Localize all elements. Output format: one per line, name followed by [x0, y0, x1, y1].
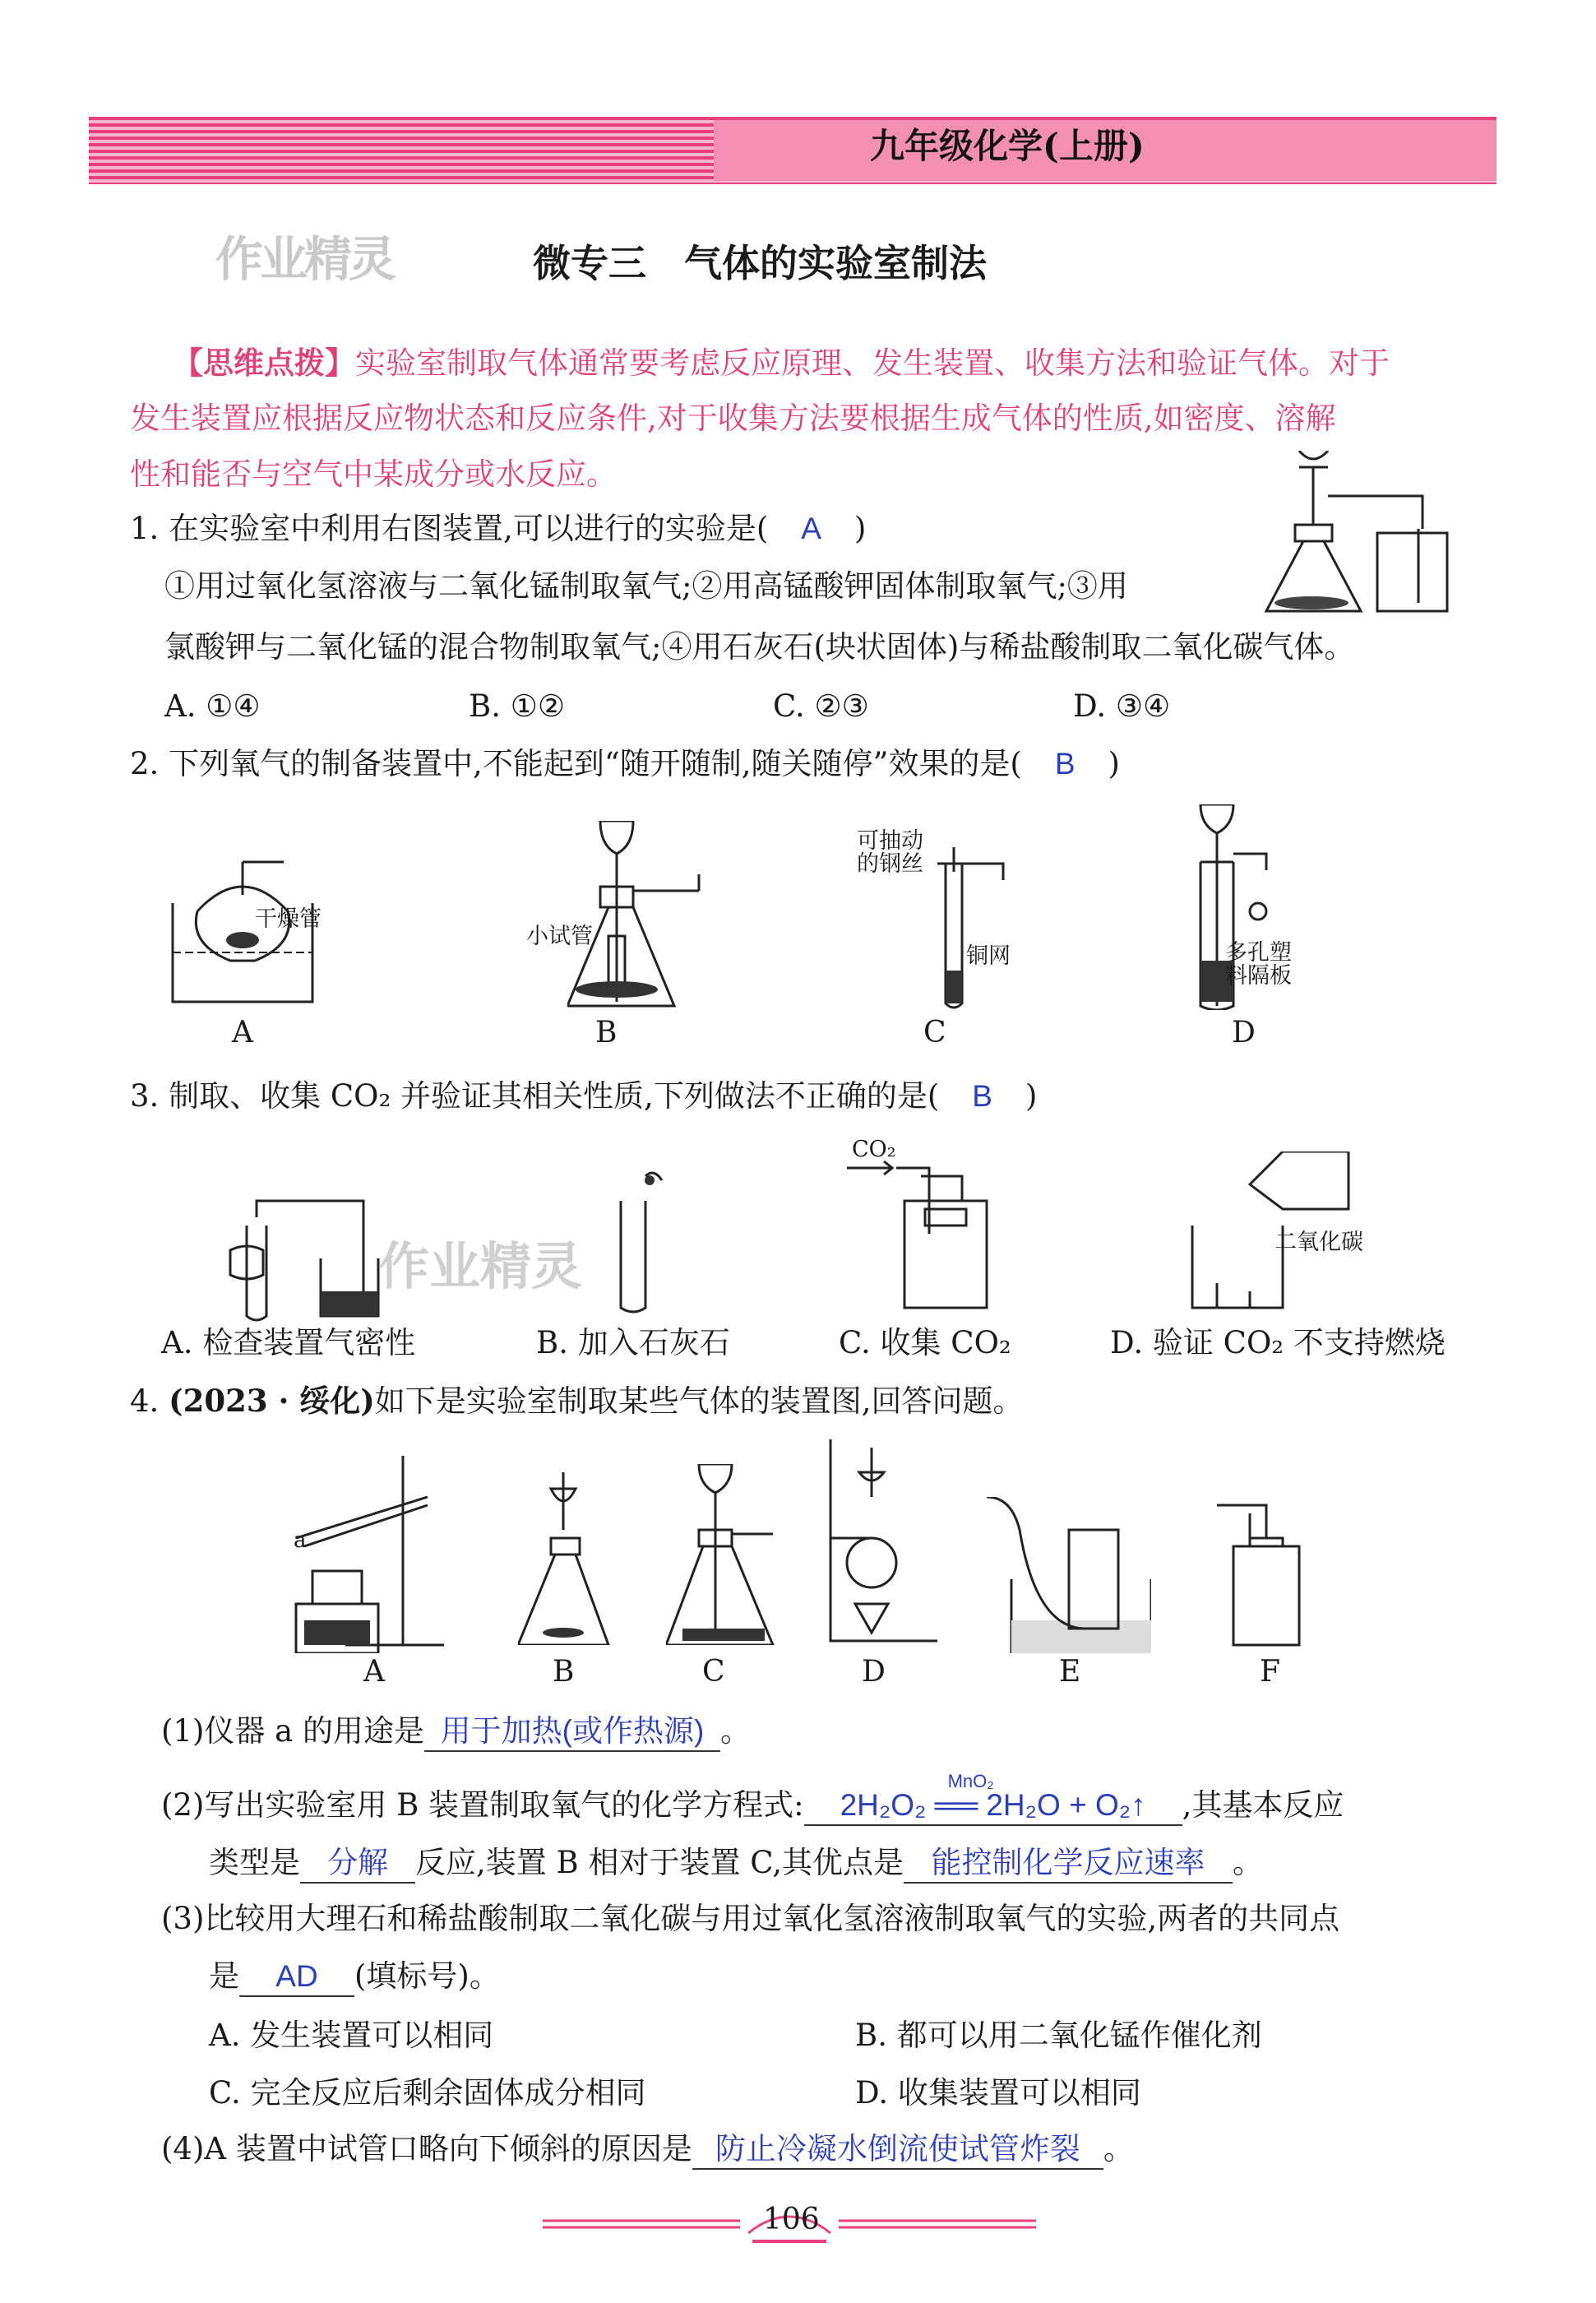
q3-figure-c	[847, 1152, 995, 1316]
q1-answer: A	[801, 512, 821, 545]
q3-figure-b	[604, 1168, 670, 1316]
q4-stem-text: 如下是实验室制取某些气体的装置图,回答问题。	[374, 1383, 1024, 1419]
q4-part-1	[161, 1712, 751, 1752]
q2-label-d: D	[1232, 1016, 1256, 1050]
q4-figure-c	[666, 1464, 781, 1645]
q4-figure-a	[280, 1456, 460, 1653]
q4-p3-line2-b: (填标号)。	[354, 1958, 500, 1994]
q3-answer: B	[972, 1079, 992, 1113]
header-stripes	[89, 117, 1497, 184]
q4-source: (2023 · 绥化)	[169, 1383, 375, 1419]
q4-p1-end: 。	[720, 1713, 751, 1749]
q4-p1-answer: 用于加热(或作热源)	[424, 1712, 720, 1752]
q4-label-f: F	[1260, 1655, 1280, 1689]
q2-label-wire-1: 可抽动	[857, 828, 923, 854]
q3-watermark: 作业精灵	[378, 1239, 583, 1295]
q3-bottle-label: 二氧化碳	[1274, 1230, 1363, 1255]
q4-p2-line2-b: 反应,装置 B 相对于装置 C,其优点是	[415, 1845, 904, 1880]
q2-label-dry-tube: 干燥管	[255, 906, 322, 932]
q2-label-c: C	[923, 1016, 946, 1050]
watermark-logo: 作业精灵	[215, 233, 394, 286]
q2-label-b: B	[595, 1016, 618, 1050]
q2-label-wire-2: 的钢丝	[857, 851, 923, 877]
q4-label-a-small: a	[294, 1528, 307, 1553]
q4-figure-b	[518, 1472, 617, 1645]
tip-line-1	[173, 344, 1390, 382]
q1-line-3: 氯酸钾与二氧化锰的混合物制取氧气;④用石灰石(块状固体)与稀盐酸制取二氧化碳气体。	[164, 629, 1355, 665]
q4-part-3: (3)比较用大理石和稀盐酸制取二氧化碳与用过氧化氢溶液制取氧气的实验,两者的共同点	[161, 1901, 1340, 1936]
q3-option-b: B. 加入石灰石	[536, 1325, 730, 1360]
q3-option-a: A. 检查装置气密性	[161, 1325, 416, 1360]
q2-figure-b	[567, 821, 732, 1010]
q4-label-a: A	[363, 1655, 385, 1689]
q4-p3-option-b: B. 都可以用二氧化锰作催化剂	[855, 2018, 1262, 2053]
q4-p2-text: (2)写出实验室用 B 装置制取氧气的化学方程式:	[161, 1787, 804, 1823]
q2-close: )	[1108, 746, 1120, 781]
q4-p3-option-d: D. 收集装置可以相同	[855, 2075, 1141, 2111]
tip-label: 【思维点拨】	[173, 345, 355, 381]
q1-stem	[130, 510, 866, 548]
q4-part-2-line-2	[209, 1844, 1263, 1884]
q4-p4-end: 。	[1103, 2131, 1134, 2166]
q3-option-d: D. 验证 CO₂ 不支持燃烧	[1110, 1325, 1446, 1360]
page-number: 106	[763, 2203, 820, 2236]
q2-label-plate-2: 料隔板	[1225, 963, 1292, 989]
q4-label-d: D	[862, 1655, 886, 1689]
q4-part-3-line-2	[209, 1958, 500, 1997]
q1-stem-text: 1. 在实验室中利用右图装置,可以进行的实验是(	[130, 511, 769, 546]
q1-line-2: ①用过氧化氢溶液与二氧化锰制取氧气;②用高锰酸钾固体制取氧气;③用	[164, 568, 1128, 604]
q4-p2-answer-type: 分解	[300, 1844, 415, 1884]
q4-p2-line2-a: 类型是	[209, 1845, 300, 1880]
q1-option-a: A. ①④	[164, 688, 261, 724]
q1-option-b: B. ①②	[469, 688, 566, 724]
q4-p3-answer: AD	[239, 1958, 354, 1997]
q2-stem-text: 2. 下列氧气的制备装置中,不能起到“随开随制,随关随停”效果的是(	[130, 746, 1022, 781]
q2-label-copper: 铜网	[966, 943, 1011, 969]
q1-option-c: C. ②③	[773, 688, 869, 724]
tip-text-1: 实验室制取气体通常要考虑反应原理、发生装置、收集方法和验证气体。对于	[355, 345, 1390, 381]
q1-apparatus-figure	[1258, 451, 1464, 623]
q3-figure-a	[222, 1168, 386, 1324]
q1-close: )	[854, 511, 867, 546]
q3-close: )	[1025, 1078, 1038, 1114]
book-title: 九年级化学(上册)	[870, 126, 1145, 166]
q4-p2-equation-text: 2H₂O₂ ══ 2H₂O + O₂↑	[840, 1788, 1146, 1822]
q2-label-a: A	[232, 1016, 253, 1050]
q4-figure-d	[822, 1439, 937, 1645]
q3-stem	[130, 1077, 1037, 1115]
q4-figure-f	[1217, 1497, 1332, 1653]
q2-label-small-tube: 小试管	[526, 924, 593, 949]
q2-stem	[130, 745, 1120, 783]
q2-figure-c	[913, 847, 1011, 1012]
q3-co2-arrow-label: CO₂	[852, 1137, 896, 1162]
q4-part-4	[161, 2130, 1134, 2170]
q4-p2-after: ,其基本反应	[1182, 1787, 1344, 1823]
q4-p3-option-c: C. 完全反应后剩余固体成分相同	[209, 2075, 646, 2111]
q4-p2-catalyst: MnO₂	[947, 1771, 994, 1791]
q4-number: 4.	[130, 1383, 169, 1419]
q4-label-b: B	[553, 1655, 575, 1689]
q4-p2-answer-advantage: 能控制化学反应速率	[904, 1844, 1233, 1884]
q4-p1-text: (1)仪器 a 的用途是	[161, 1713, 424, 1749]
q4-p3-line2-a: 是	[209, 1958, 239, 1994]
q4-p2-end: 。	[1233, 1845, 1263, 1880]
q4-p4-answer: 防止冷凝水倒流使试管炸裂	[692, 2130, 1103, 2170]
q4-figure-e	[987, 1497, 1151, 1653]
tip-line-3: 性和能否与空气中某成分或水反应。	[130, 456, 617, 492]
q4-p2-equation	[804, 1771, 1182, 1826]
q3-option-c: C. 收集 CO₂	[839, 1325, 1011, 1360]
section-title: 微专三 气体的实验室制法	[533, 241, 987, 285]
q3-stem-text: 3. 制取、收集 CO₂ 并验证其相关性质,下列做法不正确的是(	[130, 1078, 940, 1114]
q4-part-2	[161, 1771, 1344, 1826]
tip-line-2: 发生装置应根据反应物状态和反应条件,对于收集方法要根据生成气体的性质,如密度、溶解	[130, 401, 1336, 436]
q1-option-d: D. ③④	[1073, 688, 1171, 724]
q4-p4-text: (4)A 装置中试管口略向下倾斜的原因是	[161, 2131, 692, 2166]
q4-label-c: C	[702, 1655, 725, 1689]
q4-stem	[130, 1382, 1023, 1420]
header-bar	[89, 117, 1497, 184]
q2-answer: B	[1054, 747, 1076, 781]
q2-label-plate-1: 多孔塑	[1225, 940, 1292, 966]
q4-label-e: E	[1059, 1655, 1081, 1689]
q4-p3-option-a: A. 发生装置可以相同	[209, 2018, 494, 2053]
